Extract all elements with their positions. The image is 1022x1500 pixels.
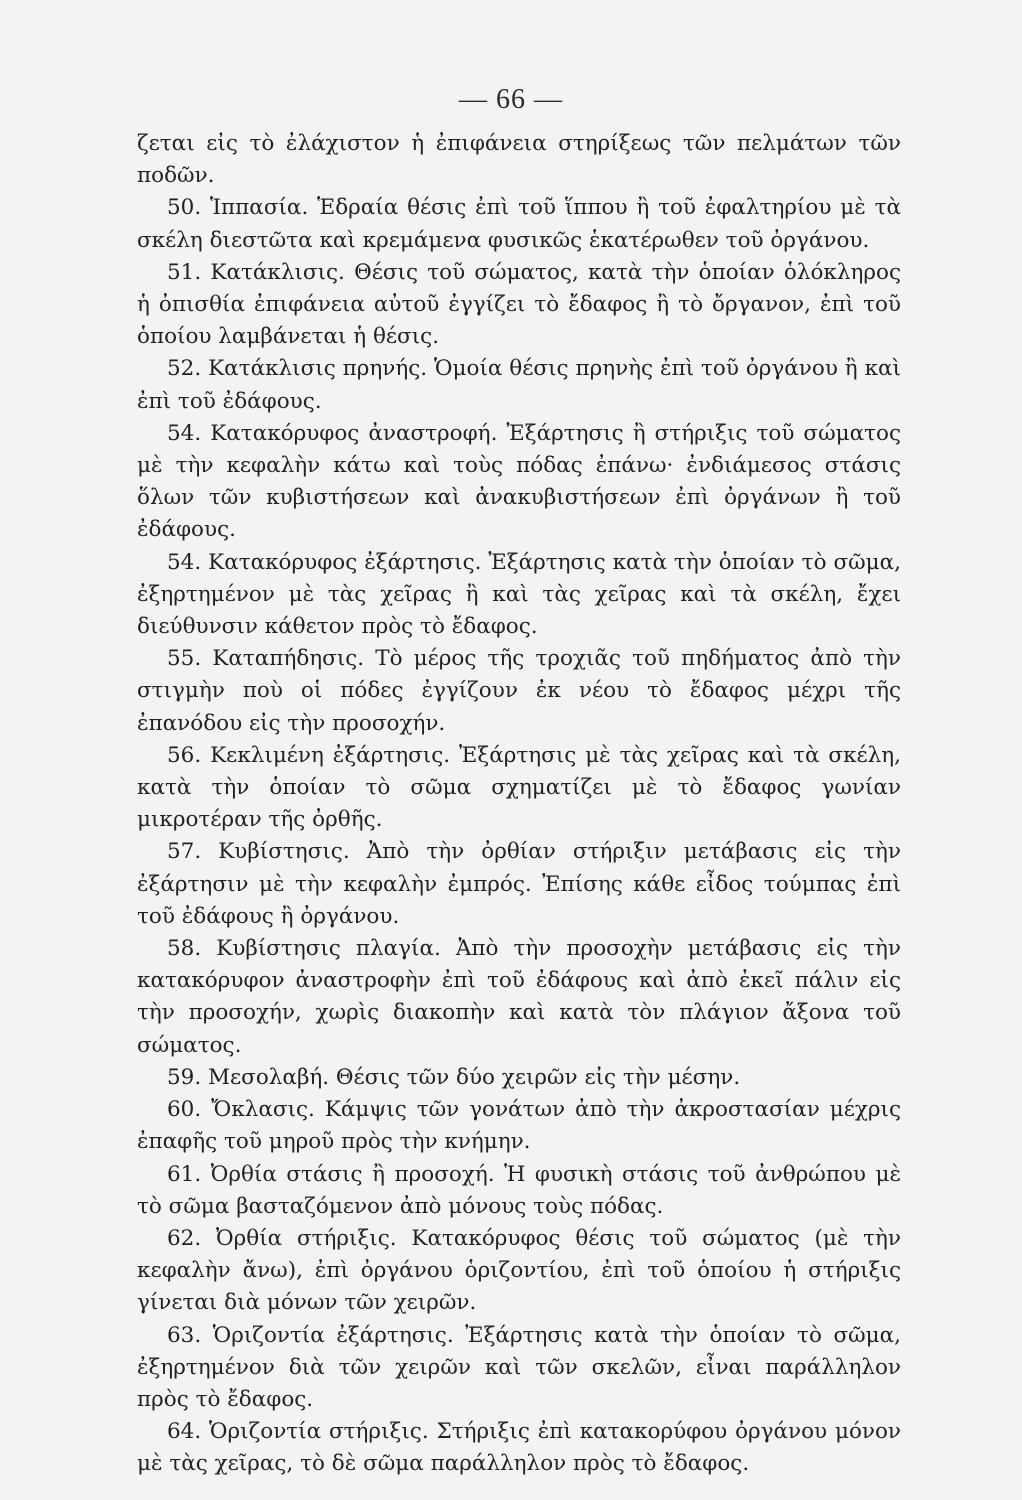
page-number: — 66 — (459, 84, 563, 115)
glossary-entry-56: 56. Κεκλιμένη ἐξάρτησις. Ἐξάρτησις μὲ τὰς χεῖρας καὶ τὰ σκέλη, κατὰ τὴν ὁποίαν τὸ σῶμα σχηματίζει μὲ τὸ ἔδαφος γωνίαν μικροτέραν τῆς ὀρθῆς. (137, 742, 901, 833)
glossary-entry-52: 52. Κατάκλισις πρηνής. Ὁμοία θέσις πρηνὴς ἐπὶ τοῦ ὀργάνου ἢ καὶ ἐπὶ τοῦ ἐδάφους. (137, 356, 901, 414)
glossary-entry-63: 63. Ὁριζοντία ἐξάρτησις. Ἐξάρτησις κατὰ τὴν ὁποίαν τὸ σῶμα, ἐξηρτημένον διὰ τῶν χειρῶν καὶ τῶν σκελῶν, εἶναι παράλληλον πρὸς τὸ ἔδαφος. (137, 1322, 901, 1412)
glossary-entry-61: 61. Ὀρθία στάσις ἢ προσοχή. Ἡ φυσικὴ στάσις τοῦ ἀνθρώπου μὲ τὸ σῶμα βασταζόμενον ἀπὸ μόνους τοὺς πόδας. (137, 1161, 901, 1219)
glossary-entry-58: 58. Κυβίστησις πλαγία. Ἀπὸ τὴν προσοχὴν μετάβασις εἰς τὴν κατακόρυφον ἀναστροφὴν ἐπὶ τοῦ ἐδάφους καὶ ἀπὸ ἐκεῖ πάλιν εἰς τὴν προσοχήν, χωρὶς διακοπὴν καὶ κατὰ τὸν πλάγιον ἄξονα τοῦ σώματος. (137, 936, 901, 1058)
page-body (137, 128, 901, 1481)
glossary-entry-57: 57. Κυβίστησις. Ἀπὸ τὴν ὀρθίαν στήριξιν μετάβασις εἰς τὴν ἐξάρτησιν μὲ τὴν κεφαλὴν ἐμπρός. Ἐπίσης κάθε εἶδος τούμπας ἐπὶ τοῦ ἐδάφους ἢ ὀργάνου. (137, 839, 901, 929)
glossary-entry-51: 51. Κατάκλισις. Θέσις τοῦ σώματος, κατὰ τὴν ὁποίαν ὁλόκληρος ἡ ὀπισθία ἐπιφάνεια αὐτοῦ ἐγγίζει τὸ ἔδαφος ἢ τὸ ὄργανον, ἐπὶ τοῦ ὁποίου λαμβάνεται ἡ θέσις. (137, 259, 901, 350)
glossary-entry-64: 64. Ὁριζοντία στήριξις. Στήριξις ἐπὶ κατακορύφου ὀργάνου μόνον μὲ τὰς χεῖρας, τὸ δὲ σῶμα παράλληλον πρὸς τὸ ἔδαφος. (137, 1419, 901, 1477)
glossary-entry-59: 59. Μεσολαβή. Θέσις τῶν δύο χειρῶν εἰς τὴν μέσην. (167, 1064, 741, 1090)
glossary-entry-62: 62. Ὀρθία στήριξις. Κατακόρυφος θέσις τοῦ σώματος (μὲ τὴν κεφαλὴν ἄνω), ἐπὶ ὀργάνου ὁριζοντίου, ἐπὶ τοῦ ὁποίου ἡ στήριξις γίνεται διὰ μόνων τῶν χειρῶν. (137, 1225, 901, 1316)
glossary-entry-55: 55. Καταπήδησις. Τὸ μέρος τῆς τροχιᾶς τοῦ πηδήματος ἀπὸ τὴν στιγμὴν ποὺ οἱ πόδες ἐγγίζουν ἐκ νέου τὸ ἔδαφος μέχρι τῆς ἐπανόδου εἰς τὴν προσοχήν. (137, 646, 901, 736)
paragraph-continuation: ζεται εἰς τὸ ἐλάχιστον ἡ ἐπιφάνεια στηρίξεως τῶν πελμάτων τῶν ποδῶν. (137, 131, 901, 189)
glossary-entry-54b: 54. Κατακόρυφος ἐξάρτησις. Ἐξάρτησις κατὰ τὴν ὁποίαν τὸ σῶμα, ἐξηρτημένον μὲ τὰς χεῖρας ἢ καὶ τὰς χεῖρας καὶ τὰ σκέλη, ἔχει διεύθυνσιν κάθετον πρὸς τὸ ἔδαφος. (137, 549, 901, 640)
glossary-entry-54a: 54. Κατακόρυφος ἀναστροφή. Ἐξάρτησις ἢ στήριξις τοῦ σώματος μὲ τὴν κεφαλὴν κάτω καὶ τοὺς πόδας ἐπάνω· ἐνδιάμεσος στάσις ὅλων τῶν κυβιστήσεων καὶ ἀνακυβιστήσεων ἐπὶ ὀργάνων ἢ τοῦ ἐδάφους. (137, 420, 901, 543)
glossary-entry-50: 50. Ἱππασία. Ἑδραία θέσις ἐπὶ τοῦ ἵππου ἢ τοῦ ἐφαλτηρίου μὲ τὰ σκέλη διεστῶτα καὶ κρεμάμενα φυσικῶς ἑκατέρωθεν τοῦ ὀργάνου. (137, 195, 901, 253)
glossary-entry-60: 60. Ὄκλασις. Κάμψις τῶν γονάτων ἀπὸ τὴν ἀκροστασίαν μέχρις ἐπαφῆς τοῦ μηροῦ πρὸς τὴν κνήμην. (137, 1097, 901, 1155)
